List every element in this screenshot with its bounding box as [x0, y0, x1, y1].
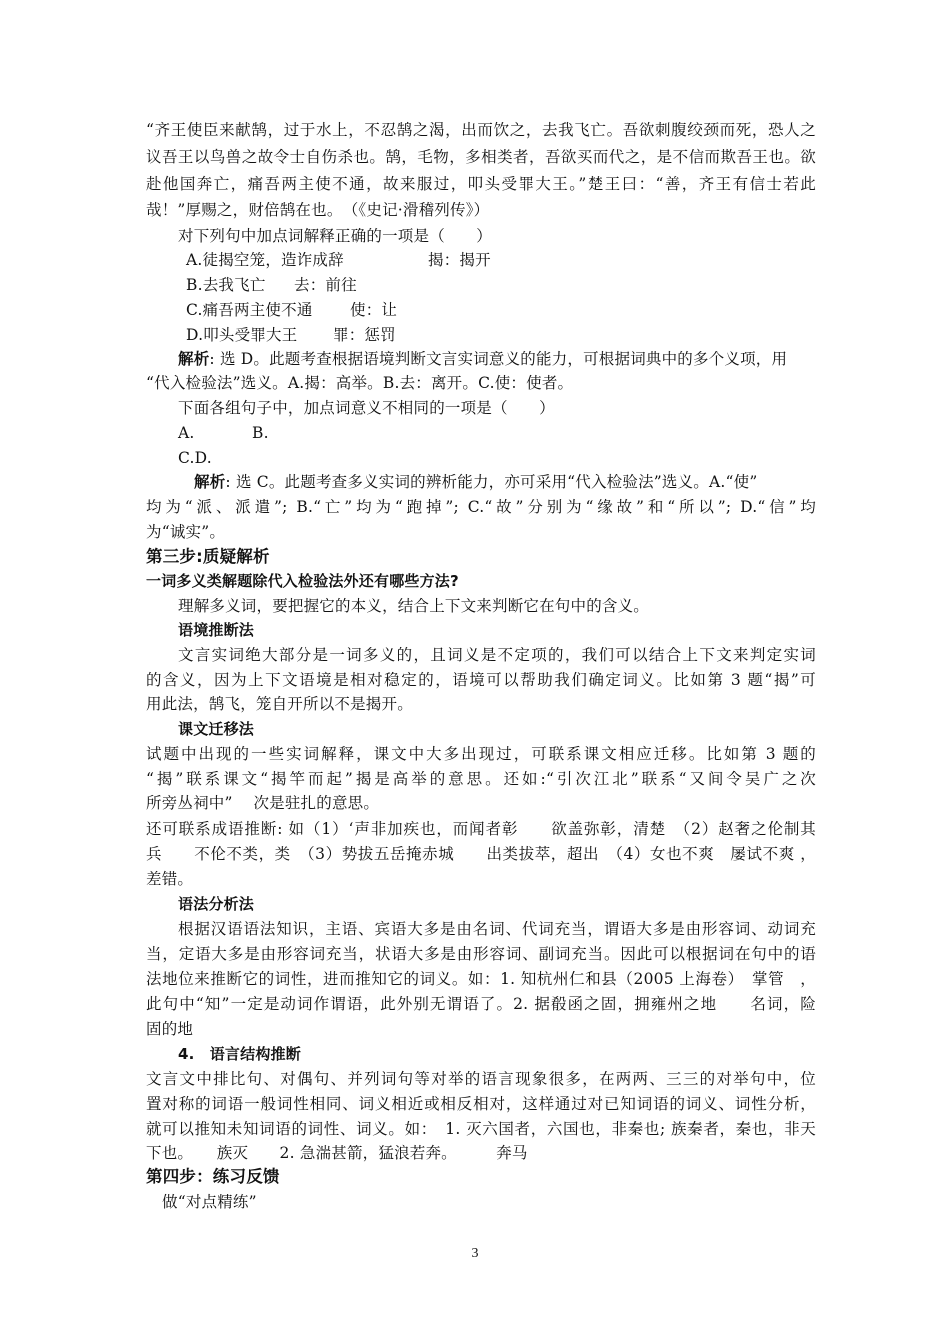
- question-2-analysis-line-1: 解析: 选 C。此题考查多义实词的辨析能力，亦可采用“代入检验法”选义。A.“使”: [194, 473, 758, 491]
- method-3-line-2: 当，定语大多是由形容词充当，状语大多是由形容词、副词充当。因此可以根据词在句中的语: [146, 945, 816, 963]
- question-2-analysis-line-2: 均为“派、派遣”; B.“亡”均为“跑掉”; C.“故”分别为“缘故”和“所以”; D.“信”均: [146, 498, 816, 516]
- option-text: D.叩头受罪大王: [186, 326, 298, 344]
- method-4-line-2: 置对称的词语一般词性相同、词义相近或相反相对，这样通过对已知词语的词义、词性分析，: [146, 1095, 816, 1113]
- passage-line-4: 哉！”厚赐之，财倍鹄在也。 （《史记·滑稽列传》）: [146, 201, 490, 219]
- step-4-heading: 第四步：练习反馈: [146, 1167, 280, 1186]
- step-4-text: 做“对点精练”: [162, 1193, 257, 1211]
- method-3-line-4: 此句中“知”一定是动词作谓语，此外别无谓语了。2. 据殽函之固，拥雍州之地 名词，险: [146, 995, 816, 1013]
- method-4-line-1: 文言文中排比句、对偶句、并列词句等对举的语言现象很多，在两两、三三的对举句中，位: [146, 1070, 816, 1088]
- option-text: A.徒揭空笼，造诈成辞: [186, 251, 344, 269]
- question-1-option-b: [186, 273, 856, 297]
- page-number: 3: [471, 1246, 479, 1261]
- method-3-line-5: 固的地: [146, 1020, 194, 1038]
- method-2-line-2: “揭”联系课文“揭竿而起”揭是高举的意思。还如:“引次江北”联系“又间令吴广之次: [146, 770, 816, 788]
- method-2-line-4: 还可联系成语推断: 如（1）‘声非加疾也，而闻者彰 欲盖弥彰，清楚 （2）赵奢之伦制其: [146, 820, 816, 838]
- method-1-line-2: 的含义，因为上下文语境是相对稳定的，语境可以帮助我们确定词义。比如第 3 题“揭”可: [146, 671, 816, 689]
- method-3-line-1: 根据汉语语法知识，主语、宾语大多是由名词、代词充当，谓语大多是由形容词、动词充: [178, 920, 816, 938]
- method-3-line-3: 法地位来推断它的词性，进而推知它的词义。如：1. 知杭州仁和县（2005 上海卷） 掌管 ，: [146, 970, 816, 988]
- question-2-analysis-line-3: 为“诚实”。: [146, 523, 226, 541]
- step-3-question: 一词多义类解题除代入检验法外还有哪些方法?: [146, 572, 459, 590]
- method-2-line-1: 试题中出现的一些实词解释，课文中大多出现过，可联系课文相应迁移。比如第 3 题的: [146, 745, 816, 763]
- question-2-options-ab: A. B.: [178, 424, 269, 442]
- method-4-line-4: 下也。 族灭 2. 急湍甚箭，猛浪若奔。 奔马: [146, 1144, 528, 1162]
- method-1-line-3: 用此法，鹄飞，笼自开所以不是揭开。: [146, 695, 413, 713]
- passage-line-1: “齐王使臣来献鹄，过于水上，不忍鹄之渴，出而饮之，去我飞亡。吾欲刺腹绞颈而死，恐人之: [146, 121, 816, 139]
- passage-line-3: 赴他国奔亡，痛吾两主使不通，故来服过，叩头受罪大王。”楚王曰：“善，齐王有信士若此: [146, 175, 816, 193]
- option-gloss: 罪：惩罚: [333, 326, 396, 344]
- method-2-line-3: 所旁丛祠中” 次是驻扎的意思。: [146, 794, 380, 812]
- question-1-analysis-line-2: “代入检验法”选义。A.揭：高举。B.去：离开。C.使：使者。: [146, 374, 574, 392]
- option-text: C.痛吾两主使不通: [186, 301, 313, 319]
- question-2-options-cd: C.D.: [178, 449, 212, 467]
- step-3-intro: 理解多义词，要把握它的本义，结合上下文来判断它在句中的含义。: [178, 597, 650, 615]
- method-1-line-1: 文言实词绝大部分是一词多义的，且词义是不定项的，我们可以结合上下文来判定实词: [178, 646, 816, 664]
- method-2-line-5: 兵 不伦不类，类 （3）势拔五岳掩赤城 出类拔萃，超出 （4）女也不爽 屡试不爽 ，: [146, 845, 816, 863]
- question-1-stem: 对下列句中加点词解释正确的一项是（ ）: [178, 227, 493, 245]
- question-1-analysis-line-1: 解析: 选 D。此题考查根据语境判断文言实词意义的能力，可根据词典中的多个义项，用: [178, 350, 788, 368]
- question-2-stem: 下面各组句子中，加点词意义不相同的一项是（ ）: [178, 399, 555, 417]
- option-gloss: 使：让: [350, 301, 398, 319]
- method-3-title: 语法分析法: [178, 895, 255, 913]
- option-gloss: 揭：揭开: [428, 251, 491, 269]
- passage-line-2: 议吾王以鸟兽之故令士自伤杀也。鹄，毛物，多相类者，吾欲买而代之，是不信而欺吾王也。欲: [146, 148, 816, 166]
- step-3-heading: 第三步:质疑解析: [146, 547, 270, 566]
- option-gloss: 去：前往: [294, 276, 357, 294]
- method-1-title: 语境推断法: [178, 621, 255, 639]
- question-1-option-a: [186, 248, 856, 272]
- method-4-title: 4. 语言结构推断: [178, 1045, 301, 1063]
- question-1-option-c: [186, 298, 856, 322]
- method-2-title: 课文迁移法: [178, 720, 255, 738]
- option-text: B.去我飞亡: [186, 276, 266, 294]
- method-2-line-6: 差错。: [146, 870, 194, 888]
- method-4-line-3: 就可以推知未知词语的词性、词义。如： 1. 灭六国者，六国也，非秦也; 族秦者，秦也，非天: [146, 1120, 816, 1138]
- question-1-option-d: [186, 323, 856, 347]
